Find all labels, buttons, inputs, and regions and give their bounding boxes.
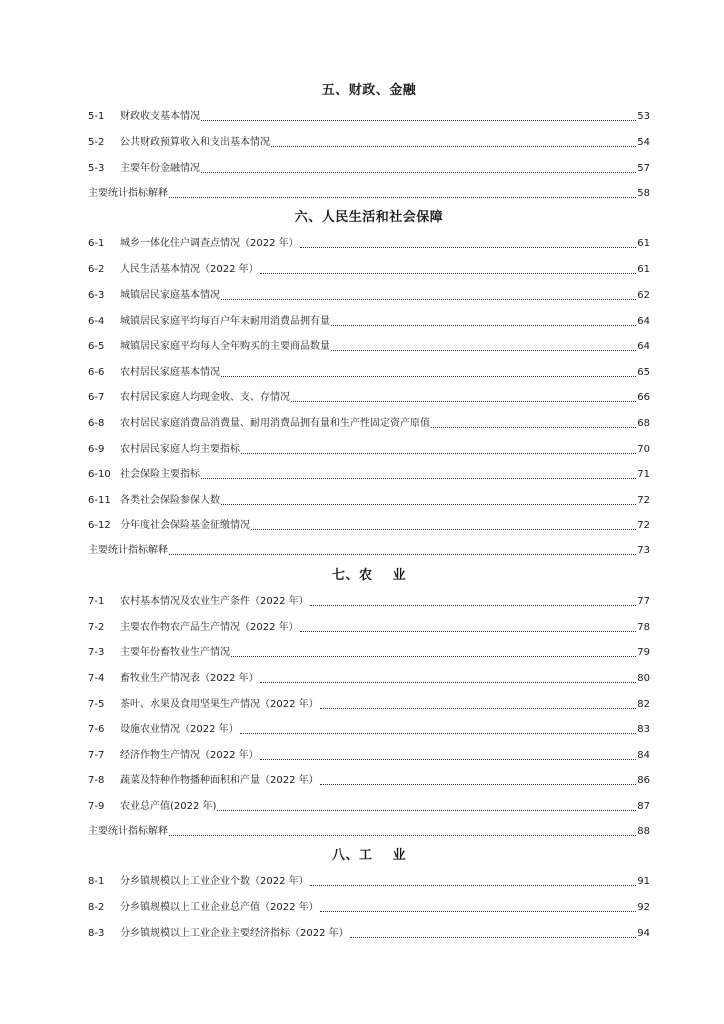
dot-leader [350, 937, 637, 938]
dot-leader [169, 554, 636, 555]
entry-number: 6-3 [88, 290, 105, 301]
toc-entry[interactable] [88, 442, 650, 458]
dot-leader [169, 835, 636, 836]
entry-number: 8-1 [88, 876, 105, 887]
dot-leader [260, 682, 637, 683]
dot-leader [241, 453, 636, 454]
dot-leader [240, 733, 637, 734]
entry-title: 经济作物生产情况（2022 年） [120, 750, 259, 761]
toc-entry[interactable] [88, 186, 650, 202]
dot-leader [221, 299, 636, 300]
entry-page: 88 [637, 826, 650, 837]
entry-page: 84 [637, 750, 650, 761]
entry-title: 农业总产值(2022 年) [120, 801, 217, 812]
toc-entry[interactable] [88, 926, 650, 942]
entry-title: 农村居民家庭人均主要指标 [120, 444, 240, 455]
entry-number: 6-10 [88, 469, 111, 480]
entry-page: 71 [637, 469, 650, 480]
entry-number: 6-8 [88, 418, 105, 429]
entry-title: 分乡镇规模以上工业企业总产值（2022 年） [120, 902, 319, 913]
entry-title: 城乡一体化住户调查点情况（2022 年） [120, 238, 299, 249]
dot-leader [260, 273, 637, 274]
dot-leader [169, 197, 636, 198]
dot-leader [300, 631, 637, 632]
entry-title: 公共财政预算收入和支出基本情况 [120, 137, 270, 148]
entry-title: 主要统计指标解释 [88, 545, 168, 556]
toc-entry[interactable] [88, 671, 650, 687]
dot-leader [310, 605, 637, 606]
entry-number: 7-7 [88, 750, 105, 761]
entry-number: 6-4 [88, 316, 105, 327]
entry-title: 社会保险主要指标 [120, 469, 200, 480]
toc-entry[interactable] [88, 722, 650, 738]
entry-number: 5-2 [88, 137, 105, 148]
dot-leader [291, 401, 636, 402]
section-title-6: 六、人民生活和社会保障 [294, 210, 444, 225]
entry-page: 70 [637, 444, 650, 455]
entry-number: 7-4 [88, 673, 105, 684]
entry-number: 7-5 [88, 699, 105, 710]
toc-entry[interactable] [88, 390, 650, 406]
toc-entry[interactable] [88, 416, 650, 432]
toc-entry[interactable] [88, 645, 650, 661]
entry-title: 主要统计指标解释 [88, 188, 168, 199]
entry-page: 61 [637, 264, 650, 275]
dot-leader [201, 478, 636, 479]
entry-page: 57 [637, 163, 650, 174]
toc-entry[interactable] [88, 493, 650, 509]
toc-entry[interactable] [88, 365, 650, 381]
entry-title: 财政收支基本情况 [120, 111, 200, 122]
entry-number: 6-11 [88, 495, 111, 506]
entry-title: 城镇居民家庭平均每人全年购买的主要商品数量 [120, 341, 330, 352]
entry-page: 65 [637, 367, 650, 378]
entry-title: 茶叶、水果及食用坚果生产情况（2022 年） [120, 699, 319, 710]
toc-entry[interactable] [88, 874, 650, 890]
entry-number: 6-12 [88, 520, 111, 531]
entry-page: 80 [637, 673, 650, 684]
dot-leader [320, 708, 637, 709]
entry-title: 设施农业情况（2022 年） [120, 724, 239, 735]
entry-page: 72 [637, 520, 650, 531]
entry-title: 蔬菜及特种作物播种面积和产量（2022 年） [120, 775, 319, 786]
toc-entry[interactable] [88, 594, 650, 610]
entry-title: 城镇居民家庭基本情况 [120, 290, 220, 301]
entry-title: 农村居民家庭消费品消费量、耐用消费品拥有量和生产性固定资产原值 [120, 418, 430, 429]
entry-page: 91 [637, 876, 650, 887]
entry-page: 66 [637, 392, 650, 403]
toc-entry[interactable] [88, 135, 650, 151]
toc-entry[interactable] [88, 697, 650, 713]
toc-entry[interactable] [88, 620, 650, 636]
toc-entry[interactable] [88, 236, 650, 252]
entry-number: 6-1 [88, 238, 105, 249]
entry-page: 64 [637, 316, 650, 327]
toc-entry[interactable] [88, 799, 650, 815]
dot-leader [231, 656, 636, 657]
entry-title: 农村居民家庭人均现金收、支、存情况 [120, 392, 290, 403]
toc-entry[interactable] [88, 314, 650, 330]
section-title-8: 八、工 业 [331, 848, 407, 863]
entry-page: 77 [637, 596, 650, 607]
dot-leader [201, 120, 636, 121]
entry-page: 78 [637, 622, 650, 633]
entry-number: 6-7 [88, 392, 105, 403]
dot-leader [310, 885, 637, 886]
toc-entry[interactable] [88, 467, 650, 483]
dot-leader [320, 784, 637, 785]
entry-page: 83 [637, 724, 650, 735]
entry-title: 分年度社会保险基金征缴情况 [120, 520, 250, 531]
entry-page: 61 [637, 238, 650, 249]
entry-page: 64 [637, 341, 650, 352]
entry-number: 8-3 [88, 928, 105, 939]
entry-number: 5-3 [88, 163, 105, 174]
entry-title: 城镇居民家庭平均每百户年末耐用消费品拥有量 [120, 316, 330, 327]
entry-page: 58 [637, 188, 650, 199]
dot-leader [431, 427, 636, 428]
entry-page: 87 [637, 801, 650, 812]
entry-title: 各类社会保险参保人数 [120, 495, 220, 506]
entry-title: 主要年份畜牧业生产情况 [120, 647, 230, 658]
entry-page: 94 [637, 928, 650, 939]
entry-number: 7-8 [88, 775, 105, 786]
dot-leader [260, 759, 637, 760]
entry-page: 68 [637, 418, 650, 429]
section-title-5: 五、财政、金融 [321, 83, 417, 98]
entry-title: 主要统计指标解释 [88, 826, 168, 837]
dot-leader [331, 350, 636, 351]
entry-number: 7-6 [88, 724, 105, 735]
dot-leader [217, 810, 636, 811]
entry-page: 92 [637, 902, 650, 913]
entry-number: 7-9 [88, 801, 105, 812]
toc-entry[interactable] [88, 262, 650, 278]
entry-number: 7-2 [88, 622, 105, 633]
dot-leader [201, 172, 636, 173]
section-title-7: 七、农 业 [331, 568, 407, 583]
toc-entry[interactable] [88, 900, 650, 916]
toc-entry[interactable] [88, 109, 650, 125]
toc-entry[interactable] [88, 543, 650, 559]
toc-entry[interactable] [88, 773, 650, 789]
entry-title: 主要年份金融情况 [120, 163, 200, 174]
dot-leader [331, 325, 636, 326]
toc-entry[interactable] [88, 161, 650, 177]
dot-leader [271, 146, 636, 147]
entry-title: 人民生活基本情况（2022 年） [120, 264, 259, 275]
toc-entry[interactable] [88, 288, 650, 304]
entry-number: 6-5 [88, 341, 105, 352]
entry-title: 分乡镇规模以上工业企业主要经济指标（2022 年） [120, 928, 349, 939]
entry-title: 畜牧业生产情况表（2022 年） [120, 673, 259, 684]
entry-number: 7-3 [88, 647, 105, 658]
dot-leader [251, 529, 636, 530]
entry-page: 79 [637, 647, 650, 658]
entry-page: 53 [637, 111, 650, 122]
entry-number: 5-1 [88, 111, 105, 122]
dot-leader [300, 247, 637, 248]
entry-page: 82 [637, 699, 650, 710]
entry-title: 分乡镇规模以上工业企业个数（2022 年） [120, 876, 309, 887]
entry-page: 73 [637, 545, 650, 556]
toc-entry[interactable] [88, 518, 650, 534]
toc-entry[interactable] [88, 748, 650, 764]
toc-entry[interactable] [88, 339, 650, 355]
entry-title: 主要农作物农产品生产情况（2022 年） [120, 622, 299, 633]
entry-number: 6-9 [88, 444, 105, 455]
entry-page: 54 [637, 137, 650, 148]
entry-number: 6-2 [88, 264, 105, 275]
entry-number: 8-2 [88, 902, 105, 913]
dot-leader [221, 376, 636, 377]
entry-number: 7-1 [88, 596, 105, 607]
entry-title: 农村居民家庭基本情况 [120, 367, 220, 378]
dot-leader [320, 911, 637, 912]
entry-number: 6-6 [88, 367, 105, 378]
entry-page: 86 [637, 775, 650, 786]
entry-title: 农村基本情况及农业生产条件（2022 年） [120, 596, 309, 607]
entry-page: 72 [637, 495, 650, 506]
dot-leader [221, 504, 636, 505]
entry-page: 62 [637, 290, 650, 301]
toc-entry[interactable] [88, 824, 650, 840]
